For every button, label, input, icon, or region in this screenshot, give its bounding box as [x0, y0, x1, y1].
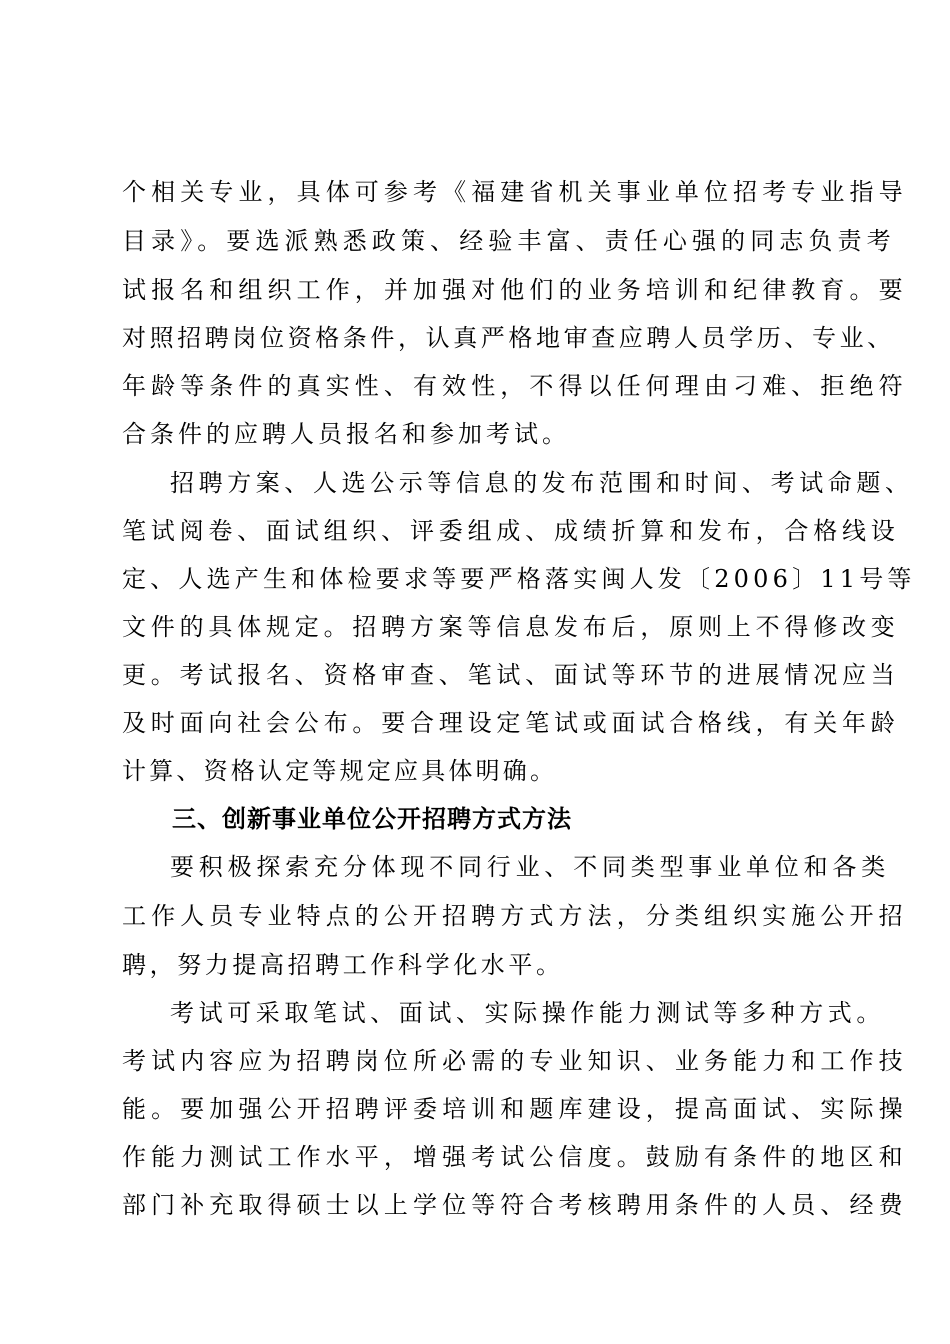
text-line: 能。要加强公开招聘评委培训和题库建设，提高面试、实际操 [122, 1095, 908, 1123]
text-line: 个相关专业，具体可参考《福建省机关事业单位招考专业指导 [122, 178, 908, 206]
text-line: 文件的具体规定。招聘方案等信息发布后，原则上不得修改变 [122, 613, 900, 641]
text-line: 合条件的应聘人员报名和参加考试。 [122, 420, 570, 448]
text-line: 对照招聘岗位资格条件，认真严格地审查应聘人员学历、专业、 [122, 324, 895, 352]
text-line: 工作人员专业特点的公开招聘方式方法，分类组织实施公开招 [122, 902, 908, 930]
text-line: 目录》。要选派熟悉政策、经验丰富、责任心强的同志负责考 [122, 227, 896, 255]
text-line: 考试内容应为招聘岗位所必需的专业知识、业务能力和工作技 [122, 1047, 908, 1075]
text-line: 更。考试报名、资格审查、笔试、面试等环节的进展情况应当 [122, 661, 900, 689]
text-line: 聘，努力提高招聘工作科学化水平。 [122, 951, 564, 979]
paragraph-first-line: 要积极探索充分体现不同行业、不同类型事业单位和各类 [170, 853, 890, 881]
paragraph-first-line: 考试可采取笔试、面试、实际操作能力测试等多种方式。 [170, 999, 885, 1027]
text-line: 年龄等条件的真实性、有效性，不得以任何理由刁难、拒绝符 [122, 372, 908, 400]
text-line: 部门补充取得硕士以上学位等符合考核聘用条件的人员、经费 [122, 1191, 908, 1219]
text-line: 计算、资格认定等规定应具体明确。 [122, 757, 558, 785]
text-line: 试报名和组织工作，并加强对他们的业务培训和纪律教育。要 [122, 276, 908, 304]
text-line: 笔试阅卷、面试组织、评委组成、成绩折算和发布，合格线设 [122, 517, 900, 545]
paragraph-first-line: 招聘方案、人选公示等信息的发布范围和时间、考试命题、 [170, 469, 914, 497]
text-line: 作能力测试工作水平，增强考试公信度。鼓励有条件的地区和 [122, 1143, 908, 1171]
text-line: 及时面向社会公布。要合理设定笔试或面试合格线，有关年龄 [122, 709, 900, 737]
section-heading: 三、创新事业单位公开招聘方式方法 [172, 805, 572, 833]
text-line: 定、人选产生和体检要求等要严格落实闽人发〔2006〕11号等 [122, 565, 916, 593]
